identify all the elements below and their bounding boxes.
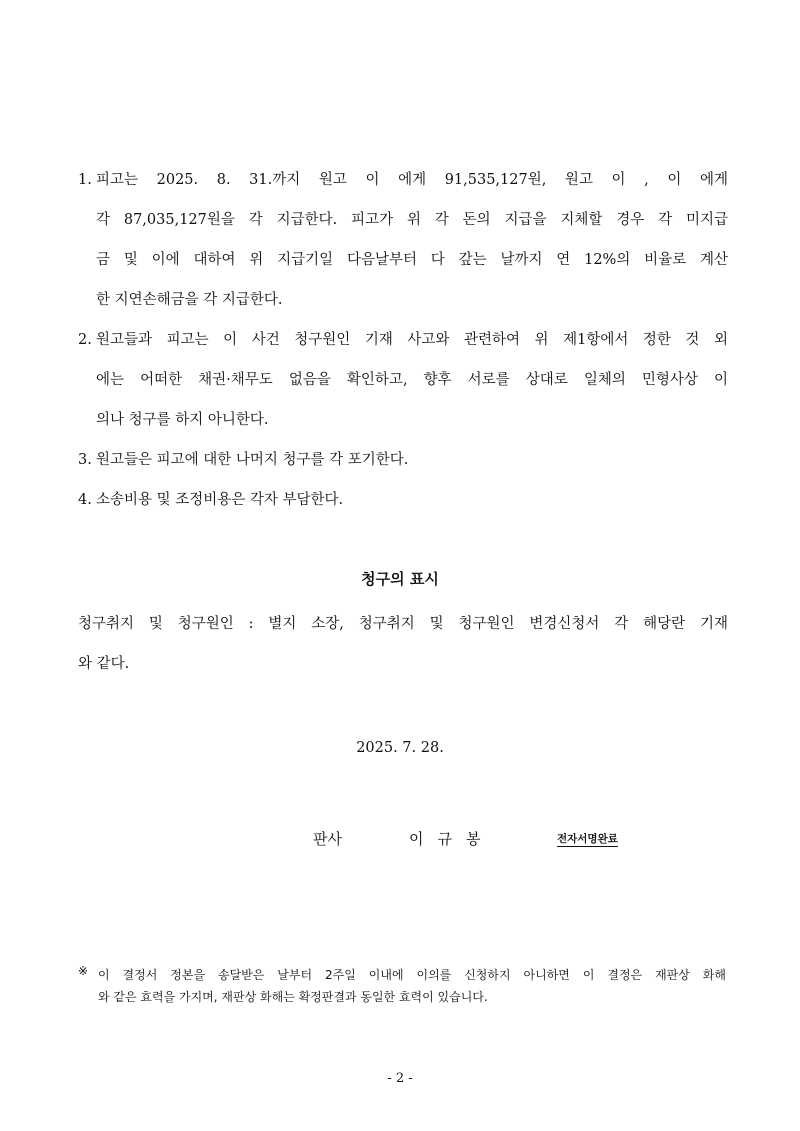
claim-section-body bbox=[78, 606, 728, 686]
objection-notice bbox=[78, 964, 726, 1008]
settlement-item-4 bbox=[78, 482, 728, 522]
settlement-item-3 bbox=[78, 442, 728, 482]
decision-date: 2025. 7. 28. bbox=[356, 740, 444, 756]
item-text-line: 에는 어떠한 채권·채무도 없음을 확인하고, 향후 서로를 상대로 일체의 민형사상 이 bbox=[96, 372, 728, 388]
item-text-line: 원고들과 피고는 이 사건 청구원인 기재 사고와 관련하여 위 제1항에서 정한 것 외 bbox=[96, 332, 728, 348]
reference-mark: ※ bbox=[78, 964, 89, 978]
settlement-items bbox=[78, 162, 728, 522]
item-text-line: 각 87,035,127원을 각 지급한다. 피고가 위 각 돈의 지급을 지체할 경우 각 미지급 bbox=[96, 212, 728, 228]
judge-role: 판사 bbox=[313, 830, 342, 848]
item-text-line: 한 지연손해금을 각 지급한다. bbox=[96, 292, 283, 308]
notice-text-line: 와 같은 효력을 가지며, 재판상 화해는 확정판결과 동일한 효력이 있습니다. bbox=[98, 990, 488, 1004]
item-text-line: 원고들은 피고에 대한 나머지 청구를 각 포기한다. bbox=[96, 452, 409, 468]
item-number: 4. bbox=[78, 492, 92, 508]
claim-text-line: 청구취지 및 청구원인 : 별지 소장, 청구취지 및 청구원인 변경신청서 각 해당란 기재 bbox=[78, 616, 728, 632]
item-number: 1. bbox=[78, 172, 92, 188]
settlement-item-2 bbox=[78, 322, 728, 442]
item-number: 3. bbox=[78, 452, 92, 468]
claim-section-title: 청구의 표시 bbox=[361, 570, 439, 588]
electronic-signature-label: 전자서명완료 bbox=[557, 833, 618, 845]
settlement-item-1 bbox=[78, 162, 728, 322]
judge-name: 이규봉 bbox=[409, 830, 495, 848]
item-text-line: 소송비용 및 조정비용은 각자 부담한다. bbox=[96, 492, 344, 508]
item-number: 2. bbox=[78, 332, 92, 348]
notice-text-line: 이 결정서 정본을 송달받은 날부터 2주일 이내에 이의를 신청하지 아니하면 이 결정은 재판상 화해 bbox=[98, 968, 726, 982]
item-text-line: 피고는 2025. 8. 31.까지 원고 이 에게 91,535,127원, 원고 이 , 이 에게 bbox=[96, 172, 728, 188]
claim-text-line: 와 같다. bbox=[78, 656, 130, 672]
page-number: - 2 - bbox=[387, 1071, 413, 1086]
item-text-line: 금 및 이에 대하여 위 지급기일 다음날부터 다 갚는 날까지 연 12%의 비율로 계산 bbox=[96, 252, 728, 268]
item-text-line: 의나 청구를 하지 아니한다. bbox=[96, 412, 269, 428]
